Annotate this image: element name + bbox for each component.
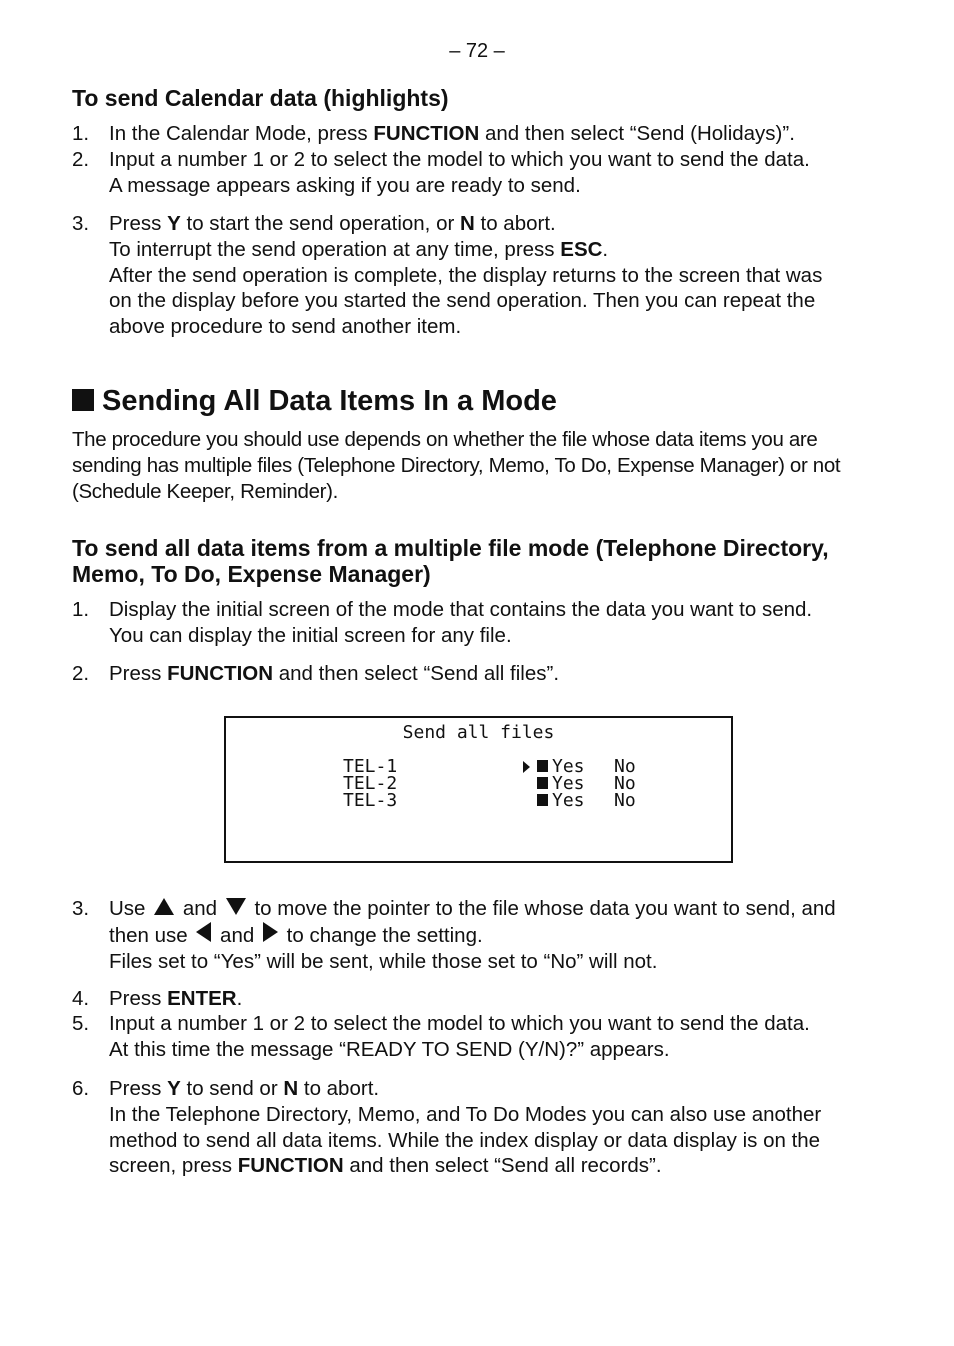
lcd-no-option: No [614,756,636,777]
key-name: FUNCTION [237,1154,344,1178]
multi-file-heading: To send all data items from a multiple file mode (Telephone Directory, Memo, To Do, Expense Manager) [72,535,829,587]
key-name: Y [167,1077,181,1100]
list-text-line: Press Y to start the send operation, or N to abort. [109,212,556,235]
pointer-icon [523,761,530,773]
list-text-line: At this time the message “READY TO SEND (Y/N)?” appears. [109,1037,670,1061]
list-item [72,986,886,1012]
list-text-line: A message appears asking if you are ready to send. [109,173,581,197]
key-name: ESC [560,237,603,261]
list-text-line: After the send operation is complete, the display returns to the screen that was [109,263,823,287]
lcd-file-name: TEL-2 [343,773,398,794]
key-name: Y [167,212,181,235]
list-item [72,211,886,340]
lcd-file-name: TEL-3 [343,790,398,811]
right-arrow-icon [263,922,278,942]
list-item [72,121,886,147]
list-number: 6. [72,1077,90,1100]
list-text-line: Press Y to send or N to abort. [109,1077,380,1100]
list-text-line: In the Calendar Mode, press FUNCTION and then select “Send (Holidays)”. [109,122,795,145]
key-name: N [460,212,475,235]
square-bullet-icon [72,389,94,411]
list-text-line: method to send all data items. While the index display or data display is on the [109,1128,821,1152]
lcd-no-option: No [614,773,636,794]
list-text-line: Press ENTER. [109,987,243,1010]
lcd-yes-option: Yes [552,756,585,777]
list-number: 2. [72,148,90,171]
selection-block-icon [537,777,548,789]
lcd-file-name: TEL-1 [343,756,398,777]
selection-block-icon [537,760,548,772]
list-text-line: above procedure to send another item. [109,315,462,339]
list-number: 5. [72,1012,90,1035]
list-number: 3. [72,212,90,235]
key-name: ENTER [167,987,237,1010]
list-item [72,661,886,687]
list-text-line: To interrupt the send operation at any time, press ESC. [109,237,609,261]
list-text-line: Display the initial screen of the mode that contains the data you want to send. [109,598,813,621]
section-heading [72,385,557,417]
lcd-no-option: No [614,790,636,811]
list-text-line: screen, press FUNCTION and then select “Send all records”. [109,1154,662,1178]
list-text-line: on the display before you started the send operation. Then you can repeat the [109,289,816,313]
list-text-line: In the Telephone Directory, Memo, and To Do Modes you can also use another [109,1102,822,1126]
lcd-screen [224,716,733,863]
list-text-line: then use and to change the setting. [109,923,483,947]
list-item [72,896,886,974]
key-name: FUNCTION [167,662,274,685]
list-item [72,1076,886,1179]
lcd-yes-option: Yes [552,790,585,811]
list-text-line: Input a number 1 or 2 to select the model to which you want to send the data. [109,148,810,171]
list-item [72,1011,886,1063]
lcd-title: Send all files [402,722,555,743]
up-arrow-icon [154,898,174,915]
list-text-line: Press FUNCTION and then select “Send all files”. [109,662,560,685]
key-name: FUNCTION [373,122,480,145]
list-number: 1. [72,122,90,145]
down-arrow-icon [226,898,246,915]
intro-paragraph: The procedure you should use depends on whether the file whose data items you are sending has multiple files (Telephone Directory, Memo, To Do, Expense Manager) or not (Schedule Keeper, Reminder). [72,428,841,503]
section-heading-text: Sending All Data Items In a Mode [102,385,557,417]
list-number: 1. [72,598,90,621]
selection-block-icon [537,794,548,806]
lcd-yes-option: Yes [552,773,585,794]
list-number: 3. [72,897,90,920]
page-number: – 72 – [449,40,505,62]
list-text-line: Files set to “Yes” will be sent, while those set to “No” will not. [109,949,658,973]
list-text-line: Use and to move the pointer to the file whose data you want to send, and [109,897,836,920]
left-arrow-icon [196,922,211,942]
calendar-send-heading: To send Calendar data (highlights) [72,85,449,111]
list-number: 4. [72,987,90,1010]
key-name: N [283,1077,299,1100]
list-number: 2. [72,662,90,685]
list-item [72,147,886,199]
list-text-line: You can display the initial screen for any file. [109,623,512,647]
list-item [72,597,886,649]
list-text-line: Input a number 1 or 2 to select the model to which you want to send the data. [109,1012,810,1035]
